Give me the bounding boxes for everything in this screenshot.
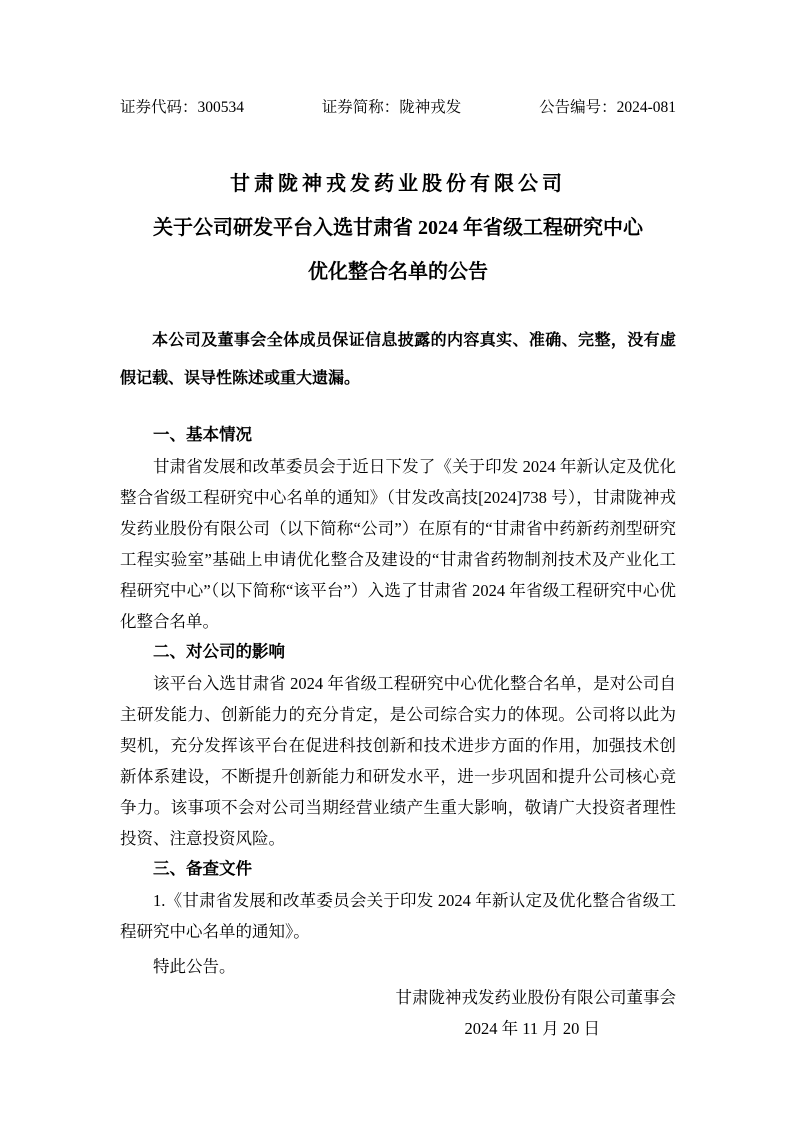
section-heading-basic-info: 一、基本情况 <box>153 426 252 444</box>
closing-signature: 甘肃陇神戎发药业股份有限公司董事会 <box>395 988 676 1007</box>
closing-notice: 特此公告。 <box>153 957 236 976</box>
section-heading-reference-documents: 三、备查文件 <box>153 860 252 878</box>
stock-abbreviation: 证券简称：陇神戎发 <box>321 99 462 116</box>
announcement-number: 公告编号：2024-081 <box>539 99 676 116</box>
document-header <box>120 96 676 120</box>
title-subject-line1: 关于公司研发平台入选甘肃省 2024 年省级工程研究中心 <box>153 217 643 239</box>
title-company-name: 甘肃陇神戎发药业股份有限公司 <box>230 173 566 195</box>
board-statement: 本公司及董事会全体成员保证信息披露的内容真实、准确、完整，没有虚假记载、误导性陈述或重大遗漏。 <box>120 332 676 387</box>
closing-block <box>120 982 676 1044</box>
document-title <box>120 162 676 294</box>
stock-code: 证券代码：300534 <box>120 99 245 116</box>
section-impact-paragraph: 该平台入选甘肃省 2024 年省级工程研究中心优化整合名单，是对公司自主研发能力、创新能力的充分肯定，是公司综合实力的体现。公司将以此为契机，充分发挥该平台在促进科技创新和技术进步方面的作用，加强技术创新体系建设，不断提升创新能力和研发水平，进一步巩固和提升公司核心竞争力。该事项不会对公司当期经营业绩产生重大影响，敬请广大投资者理性投资、注意投资风险。 <box>120 674 676 848</box>
section-heading-impact: 二、对公司的影响 <box>153 643 285 661</box>
closing-date: 2024 年 11 月 20 日 <box>464 1019 600 1038</box>
section-basic-info-paragraph: 甘肃省发展和改革委员会于近日下发了《关于印发 2024 年新认定及优化整合省级工程研究中心名单的通知》（甘发改高技[2024]738 号），甘肃陇神戎发药业股份有限公司（以下简称“公司”）在原有的“甘肃省中药新药剂型研究工程实验室”基础上申请优化整合及建设的“甘肃省药物制剂技术及产业化工程研究中心”（以下简称“该平台”）入选了甘肃省 2024 年省级工程研究中心优化整合名单。 <box>120 457 676 631</box>
title-subject-line2: 优化整合名单的公告 <box>308 261 488 283</box>
section-reference-documents-item: 1.《甘肃省发展和改革委员会关于印发 2024 年新认定及优化整合省级工程研究中心名单的通知》。 <box>120 891 676 941</box>
